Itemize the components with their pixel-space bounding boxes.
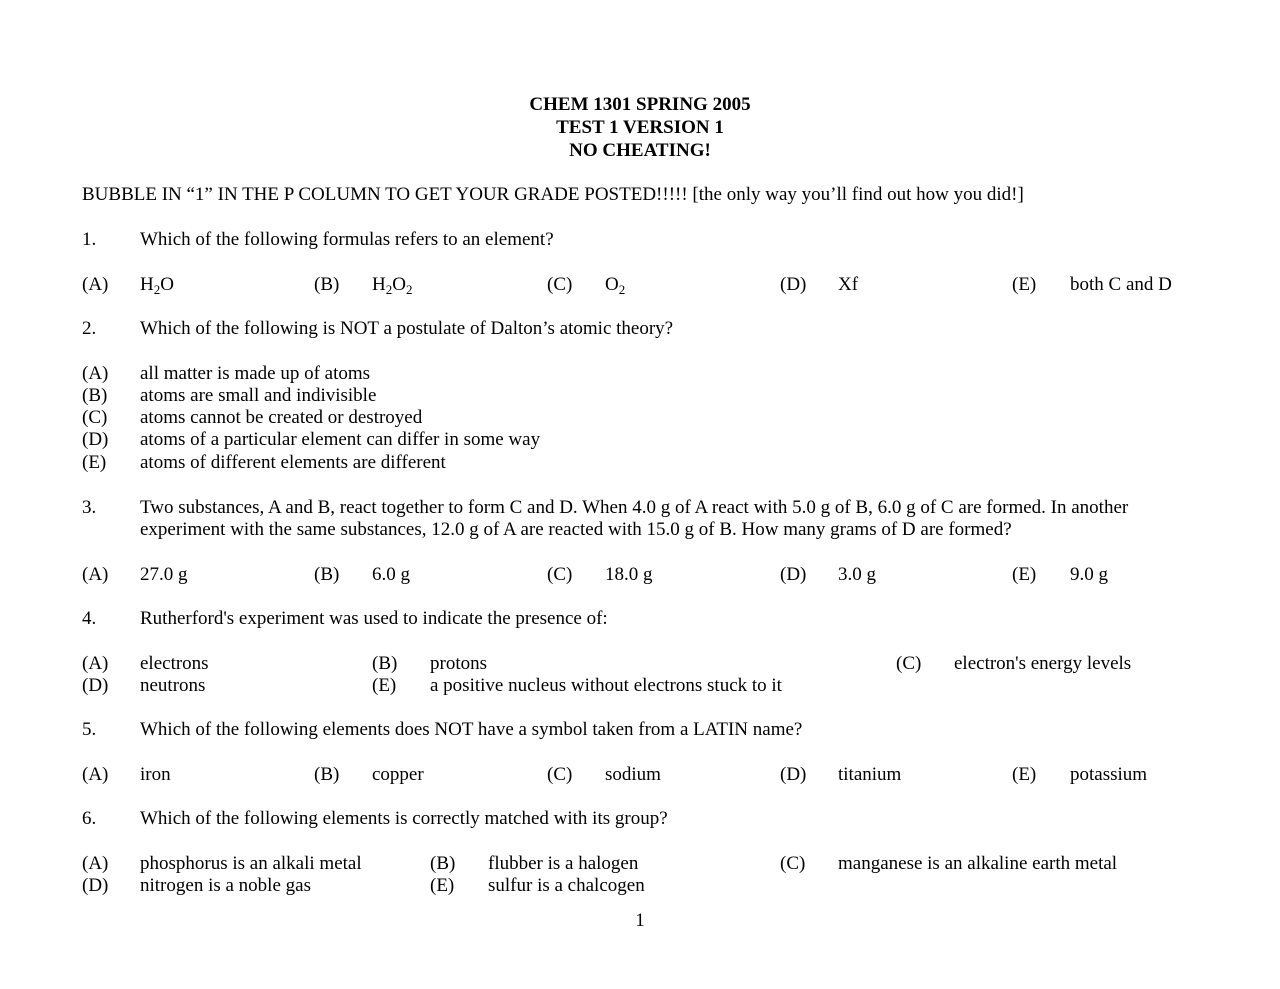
option-text: Xf — [838, 274, 859, 295]
option-label: (D) — [780, 564, 807, 585]
option-text: neutrons — [140, 675, 206, 696]
option-text: 9.0 g — [1070, 564, 1108, 585]
option-text: atoms of different elements are different — [140, 452, 446, 473]
option-text: flubber is a halogen — [488, 853, 639, 874]
option-text: all matter is made up of atoms — [140, 363, 371, 384]
question-number: 4. — [82, 608, 97, 629]
option-label: (C) — [547, 764, 573, 785]
option-text: $O_2$ — [605, 274, 626, 297]
option-text: 6.0 g — [372, 564, 410, 585]
option-label: (B) — [430, 853, 456, 874]
option-text: atoms of a particular element can differ in some way — [140, 429, 541, 450]
option-text: 18.0 g — [605, 564, 653, 585]
option-label: (E) — [430, 875, 455, 896]
question-text: Which of the following formulas refers to an element? — [140, 229, 554, 250]
option-label: (E) — [1012, 274, 1037, 295]
question-text-line-1: Two substances, A and B, react together to form C and D. When 4.0 g of A react with 5.0 g of B, 6.0 g of C are formed. In another — [140, 497, 1129, 518]
option-text: atoms are small and indivisible — [140, 385, 377, 406]
option-label: (C) — [547, 274, 573, 295]
option-text: $H_2O$ — [140, 274, 174, 297]
option-text: atoms cannot be created or destroyed — [140, 407, 423, 428]
option-label: (D) — [82, 429, 109, 450]
question-number: 6. — [82, 808, 97, 829]
option-label: (C) — [896, 653, 922, 674]
option-text: potassium — [1070, 764, 1148, 785]
question-number: 3. — [82, 497, 97, 518]
instructions: BUBBLE IN “1” IN THE P COLUMN TO GET YOUR GRADE POSTED!!!!! [the only way you’ll find out how you did!] — [82, 184, 1024, 205]
option-label: (D) — [82, 875, 109, 896]
option-text: 3.0 g — [838, 564, 876, 585]
question-text: Which of the following elements does NOT have a symbol taken from a LATIN name? — [140, 719, 803, 740]
option-label: (A) — [82, 764, 109, 785]
page-number: 1 — [635, 910, 645, 931]
option-text: $H_2O_2$ — [372, 274, 413, 297]
option-label: (A) — [82, 274, 109, 295]
option-label: (E) — [1012, 764, 1037, 785]
option-text: both C and D — [1070, 274, 1172, 295]
option-label: (C) — [82, 407, 108, 428]
question-number: 5. — [82, 719, 97, 740]
option-label: (B) — [314, 564, 340, 585]
option-label: (E) — [82, 452, 107, 473]
option-label: (A) — [82, 564, 109, 585]
question-text: Which of the following elements is correctly matched with its group? — [140, 808, 668, 829]
option-text: electrons — [140, 653, 209, 674]
option-label: (B) — [314, 764, 340, 785]
option-label: (E) — [1012, 564, 1037, 585]
exam-title-version: TEST 1 VERSION 1 — [556, 117, 724, 138]
option-label: (A) — [82, 653, 109, 674]
question-text: Which of the following is NOT a postulate of Dalton’s atomic theory? — [140, 318, 674, 339]
option-label: (D) — [82, 675, 109, 696]
option-label: (E) — [372, 675, 397, 696]
question-text: Rutherford's experiment was used to indicate the presence of: — [140, 608, 608, 629]
option-text: copper — [372, 764, 424, 785]
option-label: (A) — [82, 853, 109, 874]
exam-title-course: CHEM 1301 SPRING 2005 — [529, 94, 751, 115]
option-label: (D) — [780, 274, 807, 295]
option-label: (C) — [547, 564, 573, 585]
option-label: (A) — [82, 363, 109, 384]
option-text: phosphorus is an alkali metal — [140, 853, 362, 874]
option-text: 27.0 g — [140, 564, 188, 585]
question-text-line-2: experiment with the same substances, 12.0 g of A are reacted with 15.0 g of B. How many grams of D are formed? — [140, 519, 1012, 540]
option-text: titanium — [838, 764, 902, 785]
option-text: nitrogen is a noble gas — [140, 875, 311, 896]
option-text: sodium — [605, 764, 661, 785]
option-text: a positive nucleus without electrons stuck to it — [430, 675, 782, 696]
question-number: 1. — [82, 229, 97, 250]
option-text: iron — [140, 764, 171, 785]
option-label: (B) — [82, 385, 108, 406]
option-text: manganese is an alkaline earth metal — [838, 853, 1118, 874]
option-label: (B) — [314, 274, 340, 295]
question-number: 2. — [82, 318, 97, 339]
option-text: sulfur is a chalcogen — [488, 875, 645, 896]
exam-title-warning: NO CHEATING! — [569, 140, 711, 161]
option-text: protons — [430, 653, 487, 674]
option-label: (C) — [780, 853, 806, 874]
option-label: (B) — [372, 653, 398, 674]
option-label: (D) — [780, 764, 807, 785]
option-text: electron's energy levels — [954, 653, 1132, 674]
